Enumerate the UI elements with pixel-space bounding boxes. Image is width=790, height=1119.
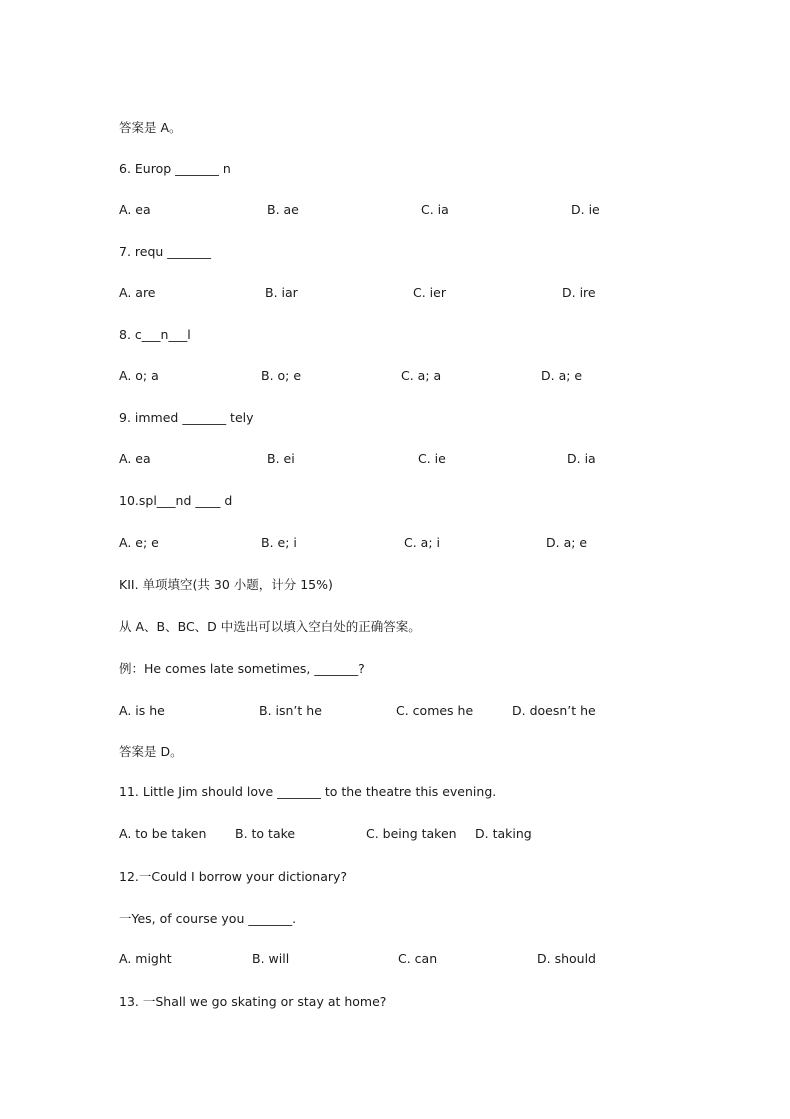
option-d: D. ie (571, 202, 600, 217)
option-b: B. ei (267, 451, 295, 466)
option-a: A. e; e (119, 535, 159, 550)
option-d: D. ire (562, 285, 596, 300)
option-b: B. iar (265, 285, 298, 300)
option-a: A. ea (119, 451, 151, 466)
question-12-reply: 一Yes, of course you _______. (119, 911, 297, 926)
option-a: A. ea (119, 202, 151, 217)
section-heading: KII. 单项填空(共 30 小题，计分 15%) (119, 577, 333, 592)
example-question: 例：He comes late sometimes, _______? (119, 661, 365, 676)
answer-line-d: 答案是 D。 (119, 744, 183, 759)
options-q7 (0, 285, 790, 301)
options-q11 (0, 826, 790, 842)
option-d: D. doesn’t he (512, 703, 596, 718)
option-d: D. taking (475, 826, 532, 841)
question-10: 10.spl___nd ____ d (119, 493, 233, 508)
option-b: B. isn’t he (259, 703, 322, 718)
option-c: C. can (398, 951, 438, 966)
question-13: 13. 一Shall we go skating or stay at home? (119, 994, 387, 1009)
option-a: A. might (119, 951, 172, 966)
option-b: B. o; e (261, 368, 302, 383)
question-6: 6. Europ _______ n (119, 161, 231, 176)
option-a: A. o; a (119, 368, 159, 383)
option-b: B. ae (267, 202, 299, 217)
options-q6 (0, 202, 790, 218)
option-c: C. a; i (404, 535, 440, 550)
option-d: D. a; e (546, 535, 588, 550)
options-q9 (0, 451, 790, 467)
answer-line-a: 答案是 A。 (119, 120, 182, 135)
option-a: A. are (119, 285, 156, 300)
options-q8 (0, 368, 790, 384)
option-a: A. is he (119, 703, 165, 718)
question-11: 11. Little Jim should love _______ to the theatre this evening. (119, 784, 497, 799)
option-c: C. a; a (401, 368, 442, 383)
option-b: B. to take (235, 826, 296, 841)
option-d: D. ia (567, 451, 596, 466)
option-c: C. ie (418, 451, 446, 466)
option-a: A. to be taken (119, 826, 207, 841)
instruction-text: 从 A、B、BC、D 中选出可以填入空白处的正确答案。 (119, 619, 421, 634)
option-d: D. a; e (541, 368, 583, 383)
options-q10 (0, 535, 790, 551)
option-c: C. ier (413, 285, 446, 300)
option-d: D. should (537, 951, 596, 966)
options-example (0, 703, 790, 719)
option-b: B. will (252, 951, 290, 966)
option-c: C. ia (421, 202, 449, 217)
question-9: 9. immed _______ tely (119, 410, 254, 425)
option-c: C. being taken (366, 826, 457, 841)
question-12-prompt: 12.一Could I borrow your dictionary? (119, 869, 348, 884)
options-q12 (0, 951, 790, 967)
question-8: 8. c___n___l (119, 327, 191, 342)
option-c: C. comes he (396, 703, 474, 718)
question-7: 7. requ _______ (119, 244, 212, 259)
option-b: B. e; i (261, 535, 297, 550)
